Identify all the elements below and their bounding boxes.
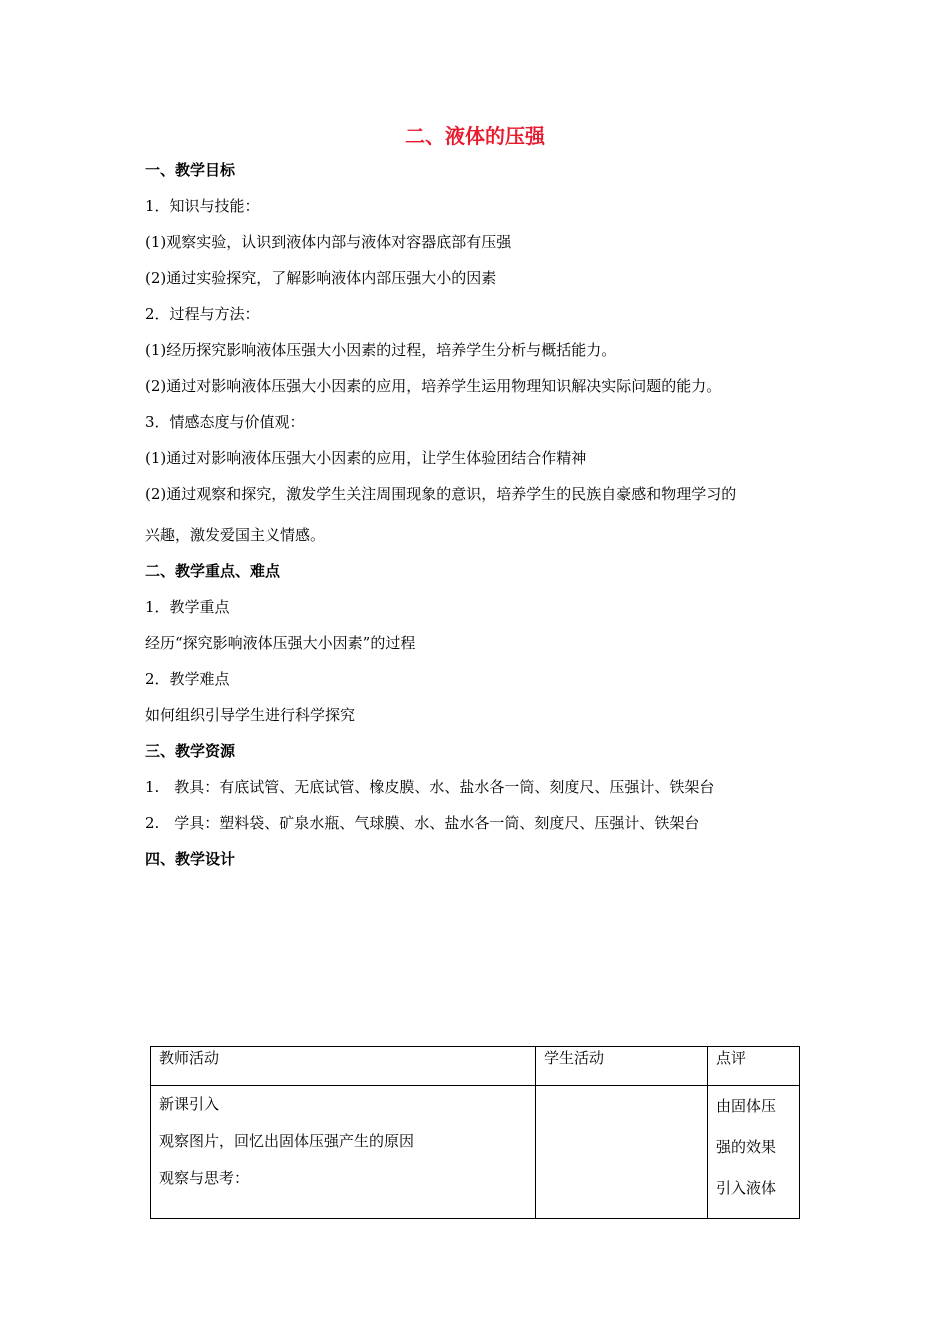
teacher-tools: 1. 教具：有底试管、无底试管、橡皮膜、水、盐水各一筒、刻度尺、压强计、铁架台 — [145, 778, 715, 796]
student-tools: 2. 学具：塑料袋、矿泉水瓶、气球膜、水、盐水各一筒、刻度尺、压强计、铁架台 — [145, 814, 700, 832]
comment-line: 由固体压 — [716, 1097, 777, 1115]
focus-text: 经历“探究影响液体压强大小因素”的过程 — [145, 634, 416, 652]
student-activity-cell — [536, 1086, 708, 1219]
section-heading-design: 四、教学设计 — [145, 850, 236, 868]
attitude-item: (2)通过观察和探究，激发学生关注周围现象的意识，培养学生的民族自豪感和物理学习的 — [145, 485, 737, 503]
section-heading-objectives: 一、教学目标 — [145, 161, 236, 179]
difficulty-label: 2．教学难点 — [145, 670, 230, 688]
comment-line: 强的效果 — [716, 1138, 777, 1156]
header-teacher-activity: 教师活动 — [151, 1047, 536, 1086]
lesson-design-table — [150, 1046, 800, 1219]
teacher-activity-line: 观察图片，回忆出固体压强产生的原因 — [159, 1132, 415, 1150]
attitude-label: 3．情感态度与价值观： — [145, 413, 305, 431]
page-title: 二、液体的压强 — [405, 124, 545, 148]
knowledge-label: 1．知识与技能： — [145, 197, 260, 215]
table-row — [151, 1086, 800, 1219]
process-item: (2)通过对影响液体压强大小因素的应用，培养学生运用物理知识解决实际问题的能力。 — [145, 377, 722, 395]
process-item: (1)经历探究影响液体压强大小因素的过程，培养学生分析与概括能力。 — [145, 341, 617, 359]
teacher-activity-line: 新课引入 — [159, 1095, 220, 1113]
header-comment: 点评 — [708, 1047, 800, 1086]
knowledge-item: (1)观察实验，认识到液体内部与液体对容器底部有压强 — [145, 233, 512, 251]
knowledge-item: (2)通过实验探究，了解影响液体内部压强大小的因素 — [145, 269, 497, 287]
teacher-activity-line: 观察与思考： — [159, 1169, 250, 1187]
difficulty-text: 如何组织引导学生进行科学探究 — [145, 706, 356, 724]
process-label: 2．过程与方法： — [145, 305, 260, 323]
comment-cell — [708, 1086, 800, 1219]
teacher-activity-cell — [151, 1086, 536, 1219]
comment-line: 引入液体 — [716, 1179, 777, 1197]
header-student-activity: 学生活动 — [536, 1047, 708, 1086]
attitude-item: (1)通过对影响液体压强大小因素的应用，让学生体验团结合作精神 — [145, 449, 587, 467]
table-header-row — [151, 1047, 800, 1086]
section-heading-key-points: 二、教学重点、难点 — [145, 562, 281, 580]
attitude-item-continued: 兴趣，激发爱国主义情感。 — [145, 526, 326, 544]
section-heading-resources: 三、教学资源 — [145, 742, 236, 760]
focus-label: 1．教学重点 — [145, 598, 230, 616]
